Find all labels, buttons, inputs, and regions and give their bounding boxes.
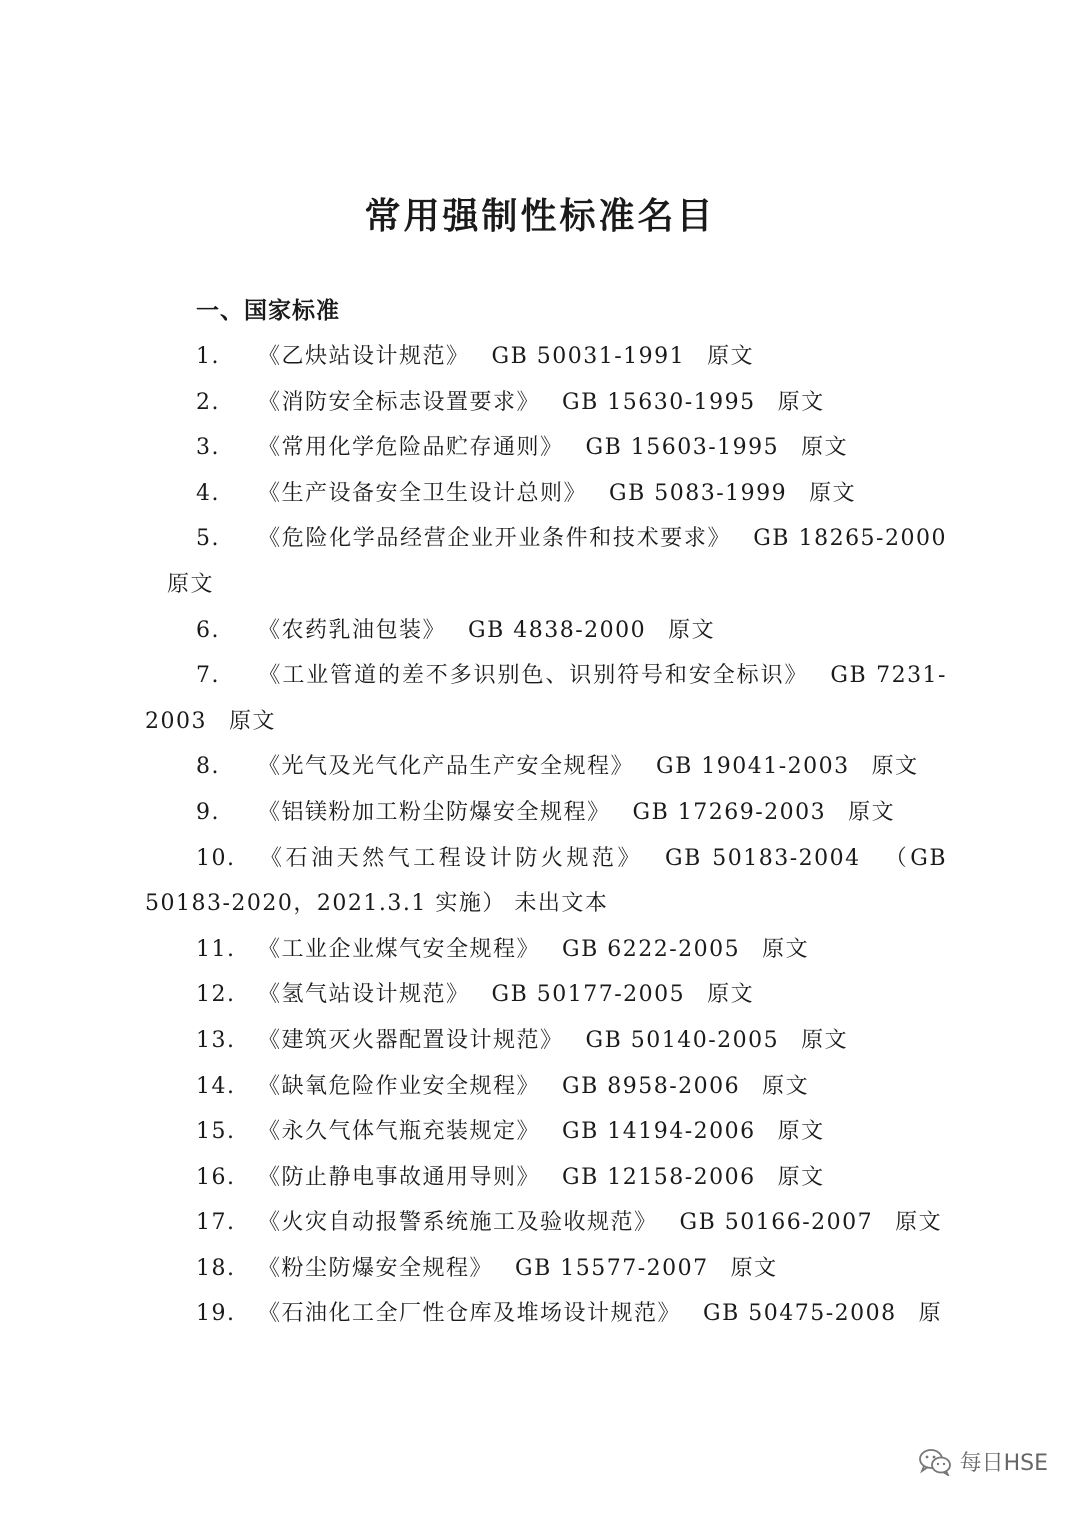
item-note: 原文 <box>777 1119 825 1145</box>
list-item <box>145 334 947 380</box>
item-number: 2. <box>196 389 220 415</box>
list-item <box>145 972 947 1018</box>
item-note: 原文 <box>167 571 215 597</box>
item-code: GB 50031-1991 <box>491 344 686 369</box>
list-item <box>145 425 947 471</box>
item-code: GB 6222-2005 <box>562 936 741 962</box>
list-item <box>145 927 947 973</box>
item-code: GB 18265-2000 <box>753 526 947 552</box>
item-note: 原 <box>918 1301 943 1327</box>
item-number: 11. <box>196 936 236 962</box>
item-note: 原文 <box>777 1164 825 1190</box>
item-name: 《建筑灭火器配置设计规范》 <box>258 1027 564 1053</box>
item-number: 9. <box>196 799 220 825</box>
item-code: GB 4838-2000 <box>468 617 647 643</box>
item-code: GB 7231-2003 <box>145 663 947 734</box>
list-item <box>145 653 947 744</box>
item-code: GB 15603-1995 <box>585 435 780 461</box>
item-name: 《粉尘防爆安全规程》 <box>258 1255 494 1281</box>
item-number: 12. <box>196 982 236 1008</box>
item-number: 1. <box>196 344 220 369</box>
item-note: 原文 <box>777 389 825 415</box>
item-note: 原文 <box>707 982 755 1008</box>
watermark-text: 每日HSE <box>959 1451 1048 1476</box>
item-code: GB 50140-2005 <box>585 1027 780 1053</box>
item-code: GB 50183-2004 <box>665 845 861 871</box>
item-name: 《铝镁粉加工粉尘防爆安全规程》 <box>258 799 611 825</box>
item-number: 10. <box>196 845 236 871</box>
section-heading: 一、国家标准 <box>196 298 340 324</box>
page-title: 常用强制性标准名目 <box>364 196 716 237</box>
list-item <box>145 380 947 426</box>
item-name: 《工业企业煤气安全规程》 <box>258 936 541 962</box>
item-note: 原文 <box>762 1073 810 1099</box>
item-name: 《消防安全标志设置要求》 <box>258 389 541 415</box>
item-name: 《氢气站设计规范》 <box>258 982 470 1008</box>
item-name: 《石油天然气工程设计防火规范》 <box>258 845 643 871</box>
item-name: 《防止静电事故通用导则》 <box>258 1164 541 1190</box>
item-name: 《乙炔站设计规范》 <box>258 344 470 369</box>
list-item <box>145 1291 947 1337</box>
watermark <box>918 1446 1048 1477</box>
item-code: GB 12158-2006 <box>562 1164 756 1190</box>
list-item <box>145 1155 947 1201</box>
item-note: 原文 <box>801 435 849 461</box>
item-name: 《生产设备安全卫生设计总则》 <box>258 480 588 506</box>
item-code: GB 17269-2003 <box>632 799 827 825</box>
list-item <box>145 1064 947 1110</box>
item-code: GB 50177-2005 <box>491 982 686 1008</box>
item-note: 原文 <box>668 617 716 643</box>
item-note: 原文 <box>895 1210 943 1236</box>
list-item <box>145 1246 947 1292</box>
item-number: 4. <box>196 480 220 506</box>
list-item <box>145 836 947 927</box>
item-number: 15. <box>196 1119 236 1145</box>
item-number: 13. <box>196 1027 236 1053</box>
item-number: 16. <box>196 1164 236 1190</box>
standards-list <box>145 334 947 1337</box>
list-item <box>145 1200 947 1246</box>
item-note: 原文 <box>229 708 277 734</box>
item-name: 《缺氧危险作业安全规程》 <box>258 1073 541 1099</box>
item-name: 《永久气体气瓶充装规定》 <box>258 1119 541 1145</box>
item-code: GB 15577-2007 <box>515 1255 709 1281</box>
item-number: 8. <box>196 754 220 780</box>
list-item <box>145 516 947 607</box>
item-note: （GB 50183-2020，2021.3.1 实施） 未出文本 <box>145 845 947 917</box>
item-note: 原文 <box>871 754 919 780</box>
list-item <box>145 744 947 790</box>
item-code: GB 5083-1999 <box>609 480 788 506</box>
list-item <box>145 1109 947 1155</box>
item-number: 19. <box>196 1301 236 1327</box>
item-note: 原文 <box>801 1027 849 1053</box>
list-item <box>145 608 947 654</box>
item-number: 17. <box>196 1210 236 1236</box>
item-code: GB 50166-2007 <box>679 1210 874 1236</box>
item-note: 原文 <box>707 344 755 369</box>
item-name: 《工业管道的差不多识别色、识别符号和安全标识》 <box>258 663 809 689</box>
item-number: 18. <box>196 1255 236 1281</box>
item-number: 5. <box>196 526 220 552</box>
item-note: 原文 <box>730 1255 778 1281</box>
item-number: 7. <box>196 663 220 689</box>
item-name: 《常用化学危险品贮存通则》 <box>258 435 564 461</box>
item-code: GB 50475-2008 <box>703 1301 897 1327</box>
item-name: 《石油化工全厂性仓库及堆场设计规范》 <box>258 1301 682 1327</box>
item-name: 《火灾自动报警系统施工及验收规范》 <box>258 1210 658 1236</box>
item-name: 《危险化学品经营企业开业条件和技术要求》 <box>258 526 732 552</box>
list-item <box>145 471 947 517</box>
item-note: 原文 <box>762 936 810 962</box>
item-name: 《农药乳油包装》 <box>258 617 447 643</box>
item-number: 14. <box>196 1073 236 1099</box>
item-note: 原文 <box>809 480 857 506</box>
item-number: 6. <box>196 617 220 643</box>
list-item <box>145 790 947 836</box>
item-name: 《光气及光气化产品生产安全规程》 <box>258 754 635 780</box>
item-note: 原文 <box>848 799 896 825</box>
item-code: GB 15630-1995 <box>562 389 756 415</box>
item-code: GB 19041-2003 <box>656 754 850 780</box>
list-item <box>145 1018 947 1064</box>
item-code: GB 14194-2006 <box>562 1119 756 1145</box>
wechat-icon <box>918 1448 952 1476</box>
item-number: 3. <box>196 435 220 461</box>
item-code: GB 8958-2006 <box>562 1073 741 1099</box>
